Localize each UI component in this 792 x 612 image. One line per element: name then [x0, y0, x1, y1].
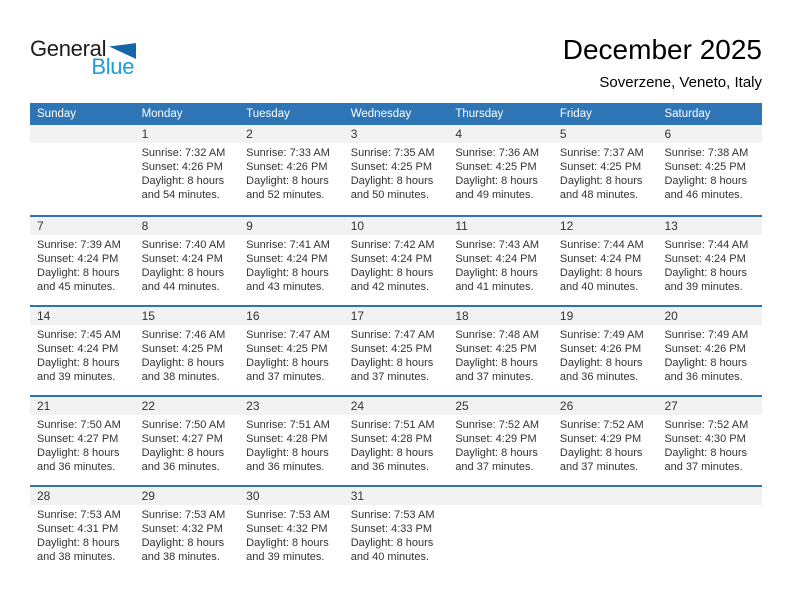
sunset-text: Sunset: 4:24 PM [455, 253, 537, 265]
sunset-text: Sunset: 4:26 PM [559, 343, 642, 355]
sunset-text: Sunset: 4:32 PM [141, 523, 223, 535]
details-band [30, 235, 762, 294]
daylight-text-line2: and 37 minutes. [455, 461, 534, 473]
daylight-text-line2: and 36 minutes. [559, 371, 639, 383]
day-details [30, 325, 135, 384]
day-details [135, 143, 240, 202]
sunrise-text: Sunrise: 7:52 AM [455, 419, 540, 431]
daylight-text-line1: Daylight: 8 hours [350, 357, 434, 369]
sunrise-text: Sunrise: 7:51 AM [350, 419, 435, 431]
sunrise-text: Sunrise: 7:38 AM [664, 147, 749, 159]
day-number: 4 [455, 127, 462, 141]
sunrise-text: Sunrise: 7:53 AM [350, 509, 435, 521]
sunset-text: Sunset: 4:26 PM [664, 343, 746, 355]
daylight-text-line2: and 49 minutes. [455, 189, 534, 201]
sunrise-text: Sunrise: 7:32 AM [141, 147, 226, 159]
daylight-text-line2: and 38 minutes. [141, 551, 220, 563]
daylight-text-line1: Daylight: 8 hours [455, 267, 538, 279]
details-band [30, 415, 762, 474]
day-details [344, 505, 449, 564]
sunrise-text: Sunrise: 7:48 AM [455, 329, 540, 341]
daylight-text-line1: Daylight: 8 hours [246, 537, 329, 549]
day-number: 13 [664, 219, 678, 233]
day-number [448, 487, 553, 505]
sunrise-text: Sunrise: 7:53 AM [141, 509, 226, 521]
week-row [30, 485, 762, 575]
daylight-text-line2: and 37 minutes. [350, 371, 430, 383]
date-band [30, 307, 762, 325]
daylight-text-line2: and 52 minutes. [246, 189, 325, 201]
daylight-text-line1: Daylight: 8 hours [350, 267, 434, 279]
day-details [553, 143, 658, 202]
daylight-text-line2: and 43 minutes. [246, 281, 325, 293]
day-details [344, 325, 449, 384]
day-details [344, 235, 449, 294]
day-details [553, 505, 658, 564]
sunrise-text: Sunrise: 7:39 AM [37, 239, 121, 251]
day-number: 6 [664, 127, 672, 141]
sunrise-text: Sunrise: 7:36 AM [455, 147, 540, 159]
sunrise-text: Sunrise: 7:47 AM [246, 329, 330, 341]
daylight-text-line2: and 39 minutes. [246, 551, 325, 563]
day-number: 14 [37, 309, 51, 323]
daylight-text-line1: Daylight: 8 hours [141, 357, 225, 369]
week-row [30, 305, 762, 395]
day-number: 27 [664, 399, 678, 413]
sunset-text: Sunset: 4:27 PM [141, 433, 223, 445]
day-number: 23 [246, 399, 260, 413]
sunset-text: Sunset: 4:29 PM [455, 433, 537, 445]
daylight-text-line1: Daylight: 8 hours [559, 447, 643, 459]
daylight-text-line1: Daylight: 8 hours [664, 357, 748, 369]
day-details [448, 235, 553, 294]
sunrise-text: Sunrise: 7:49 AM [559, 329, 644, 341]
day-details [239, 325, 344, 384]
daylight-text-line1: Daylight: 8 hours [141, 537, 225, 549]
day-details [239, 235, 344, 294]
weeks-container [30, 125, 762, 575]
daylight-text-line1: Daylight: 8 hours [559, 175, 643, 187]
daylight-text-line2: and 36 minutes. [350, 461, 430, 473]
day-number [30, 125, 135, 143]
title-block [563, 34, 762, 91]
daylight-text-line1: Daylight: 8 hours [455, 357, 538, 369]
date-band [30, 217, 762, 235]
logo-text-general: General [30, 36, 107, 61]
day-details [239, 415, 344, 474]
sunrise-text: Sunrise: 7:50 AM [141, 419, 226, 431]
daylight-text-line2: and 39 minutes. [37, 371, 116, 383]
daylight-text-line1: Daylight: 8 hours [37, 357, 120, 369]
day-details [30, 143, 135, 202]
day-details [553, 415, 658, 474]
sunrise-text: Sunrise: 7:43 AM [455, 239, 540, 251]
weekday-header-sunday: Sunday [37, 108, 77, 120]
day-number: 2 [246, 127, 253, 141]
daylight-text-line2: and 40 minutes. [350, 551, 430, 563]
sunset-text: Sunset: 4:24 PM [246, 253, 328, 265]
day-number: 8 [141, 219, 149, 233]
day-number [553, 487, 658, 505]
logo-text-blue: Blue [91, 54, 135, 79]
day-number: 3 [350, 127, 358, 141]
day-number: 10 [350, 219, 365, 233]
sunset-text: Sunset: 4:24 PM [141, 253, 223, 265]
daylight-text-line1: Daylight: 8 hours [664, 267, 748, 279]
date-band [30, 487, 762, 505]
day-details [657, 505, 762, 564]
daylight-text-line2: and 42 minutes. [350, 281, 430, 293]
sunrise-text: Sunrise: 7:35 AM [350, 147, 435, 159]
sunrise-text: Sunrise: 7:40 AM [141, 239, 226, 251]
sunrise-text: Sunrise: 7:33 AM [246, 147, 330, 159]
daylight-text-line1: Daylight: 8 hours [37, 537, 120, 549]
sunset-text: Sunset: 4:25 PM [350, 343, 433, 355]
day-number: 18 [455, 309, 469, 323]
daylight-text-line1: Daylight: 8 hours [246, 175, 329, 187]
day-number: 21 [37, 399, 51, 413]
page-subtitle: Soverzene, Veneto, Italy [599, 74, 762, 91]
sunrise-text: Sunrise: 7:44 AM [559, 239, 644, 251]
day-number: 24 [350, 399, 365, 413]
sunset-text: Sunset: 4:27 PM [37, 433, 119, 445]
daylight-text-line2: and 37 minutes. [246, 371, 325, 383]
sunrise-text: Sunrise: 7:41 AM [246, 239, 330, 251]
daylight-text-line2: and 48 minutes. [559, 189, 639, 201]
sunset-text: Sunset: 4:25 PM [664, 161, 746, 173]
general-blue-logo [30, 36, 136, 80]
sunset-text: Sunset: 4:29 PM [559, 433, 642, 445]
sunset-text: Sunset: 4:32 PM [246, 523, 328, 535]
day-number: 25 [455, 399, 469, 413]
daylight-text-line1: Daylight: 8 hours [246, 447, 329, 459]
day-details [448, 505, 553, 564]
sunset-text: Sunset: 4:24 PM [37, 343, 119, 355]
sunset-text: Sunset: 4:26 PM [246, 161, 328, 173]
sunrise-text: Sunrise: 7:44 AM [664, 239, 749, 251]
sunset-text: Sunset: 4:33 PM [350, 523, 433, 535]
day-number: 29 [141, 489, 155, 503]
day-details [553, 235, 658, 294]
daylight-text-line1: Daylight: 8 hours [141, 175, 225, 187]
date-band [30, 125, 762, 143]
sunrise-text: Sunrise: 7:46 AM [141, 329, 226, 341]
weekday-header-row [30, 103, 762, 125]
daylight-text-line2: and 38 minutes. [37, 551, 116, 563]
day-number: 22 [141, 399, 155, 413]
day-details [135, 325, 240, 384]
sunrise-text: Sunrise: 7:47 AM [350, 329, 435, 341]
daylight-text-line1: Daylight: 8 hours [37, 267, 120, 279]
daylight-text-line1: Daylight: 8 hours [141, 447, 225, 459]
details-band [30, 325, 762, 384]
day-details [657, 415, 762, 474]
daylight-text-line2: and 36 minutes. [664, 371, 743, 383]
sunset-text: Sunset: 4:31 PM [37, 523, 119, 535]
sunset-text: Sunset: 4:28 PM [350, 433, 433, 445]
sunset-text: Sunset: 4:25 PM [455, 343, 537, 355]
sunrise-text: Sunrise: 7:52 AM [664, 419, 749, 431]
sunset-text: Sunset: 4:25 PM [559, 161, 642, 173]
day-number: 30 [246, 489, 260, 503]
sunset-text: Sunset: 4:24 PM [350, 253, 433, 265]
daylight-text-line1: Daylight: 8 hours [246, 267, 329, 279]
daylight-text-line1: Daylight: 8 hours [37, 447, 120, 459]
weekday-header-monday: Monday [141, 108, 183, 120]
sunset-text: Sunset: 4:25 PM [141, 343, 223, 355]
day-number: 11 [455, 219, 468, 233]
date-band [30, 397, 762, 415]
daylight-text-line2: and 54 minutes. [141, 189, 220, 201]
calendar-table [30, 103, 762, 575]
sunrise-text: Sunrise: 7:52 AM [559, 419, 644, 431]
daylight-text-line1: Daylight: 8 hours [350, 175, 434, 187]
daylight-text-line1: Daylight: 8 hours [559, 267, 643, 279]
day-details [448, 415, 553, 474]
daylight-text-line2: and 37 minutes. [664, 461, 743, 473]
day-number: 26 [559, 399, 574, 413]
week-row [30, 125, 762, 215]
sunrise-text: Sunrise: 7:42 AM [350, 239, 435, 251]
sunset-text: Sunset: 4:25 PM [455, 161, 537, 173]
sunset-text: Sunset: 4:25 PM [246, 343, 328, 355]
day-number: 5 [559, 127, 567, 141]
daylight-text-line1: Daylight: 8 hours [664, 447, 748, 459]
sunrise-text: Sunrise: 7:50 AM [37, 419, 121, 431]
daylight-text-line1: Daylight: 8 hours [141, 267, 225, 279]
daylight-text-line2: and 38 minutes. [141, 371, 220, 383]
day-details [135, 505, 240, 564]
day-number: 19 [559, 309, 574, 323]
day-details [657, 143, 762, 202]
day-details [30, 235, 135, 294]
details-band [30, 505, 762, 564]
weekday-header-tuesday: Tuesday [246, 108, 290, 120]
sunset-text: Sunset: 4:24 PM [559, 253, 642, 265]
day-details [239, 505, 344, 564]
day-details [30, 505, 135, 564]
day-number: 20 [664, 309, 678, 323]
daylight-text-line1: Daylight: 8 hours [455, 447, 538, 459]
day-number: 15 [141, 309, 155, 323]
daylight-text-line1: Daylight: 8 hours [559, 357, 643, 369]
daylight-text-line1: Daylight: 8 hours [246, 357, 329, 369]
week-row [30, 215, 762, 305]
daylight-text-line1: Daylight: 8 hours [350, 447, 434, 459]
day-details [657, 325, 762, 384]
daylight-text-line2: and 46 minutes. [664, 189, 743, 201]
sunset-text: Sunset: 4:30 PM [664, 433, 746, 445]
day-number: 12 [559, 219, 574, 233]
sunset-text: Sunset: 4:26 PM [141, 161, 223, 173]
daylight-text-line2: and 40 minutes. [559, 281, 639, 293]
weekday-header-wednesday: Wednesday [350, 108, 412, 120]
daylight-text-line2: and 36 minutes. [141, 461, 220, 473]
sunrise-text: Sunrise: 7:51 AM [246, 419, 330, 431]
sunrise-text: Sunrise: 7:37 AM [559, 147, 644, 159]
sunset-text: Sunset: 4:28 PM [246, 433, 328, 445]
day-details [553, 325, 658, 384]
daylight-text-line2: and 36 minutes. [37, 461, 116, 473]
day-number: 7 [37, 219, 44, 233]
page-title: December 2025 [562, 34, 762, 65]
daylight-text-line2: and 36 minutes. [246, 461, 325, 473]
day-number: 17 [350, 309, 365, 323]
weekday-header-saturday: Saturday [664, 108, 711, 120]
daylight-text-line1: Daylight: 8 hours [350, 537, 434, 549]
sunset-text: Sunset: 4:25 PM [350, 161, 433, 173]
day-number: 28 [37, 489, 51, 503]
day-number: 31 [350, 489, 365, 503]
weekday-header-friday: Friday [559, 108, 592, 120]
daylight-text-line2: and 50 minutes. [350, 189, 430, 201]
sunrise-text: Sunrise: 7:45 AM [37, 329, 121, 341]
details-band [30, 143, 762, 202]
daylight-text-line1: Daylight: 8 hours [455, 175, 538, 187]
daylight-text-line1: Daylight: 8 hours [664, 175, 748, 187]
daylight-text-line2: and 45 minutes. [37, 281, 116, 293]
sunrise-text: Sunrise: 7:49 AM [664, 329, 749, 341]
day-details [135, 415, 240, 474]
day-number [657, 487, 762, 505]
day-details [30, 415, 135, 474]
day-details [344, 415, 449, 474]
day-details [344, 143, 449, 202]
day-details [135, 235, 240, 294]
daylight-text-line2: and 44 minutes. [141, 281, 220, 293]
sunrise-text: Sunrise: 7:53 AM [246, 509, 330, 521]
sunset-text: Sunset: 4:24 PM [664, 253, 746, 265]
week-row [30, 395, 762, 485]
day-details [448, 325, 553, 384]
sunset-text: Sunset: 4:24 PM [37, 253, 119, 265]
daylight-text-line2: and 37 minutes. [559, 461, 639, 473]
day-number: 1 [141, 127, 149, 141]
daylight-text-line2: and 39 minutes. [664, 281, 743, 293]
weekday-header-thursday: Thursday [455, 108, 504, 120]
day-number: 9 [246, 219, 253, 233]
sunrise-text: Sunrise: 7:53 AM [37, 509, 121, 521]
daylight-text-line2: and 41 minutes. [455, 281, 534, 293]
day-number: 16 [246, 309, 260, 323]
day-details [448, 143, 553, 202]
day-details [657, 235, 762, 294]
day-details [239, 143, 344, 202]
daylight-text-line2: and 37 minutes. [455, 371, 534, 383]
